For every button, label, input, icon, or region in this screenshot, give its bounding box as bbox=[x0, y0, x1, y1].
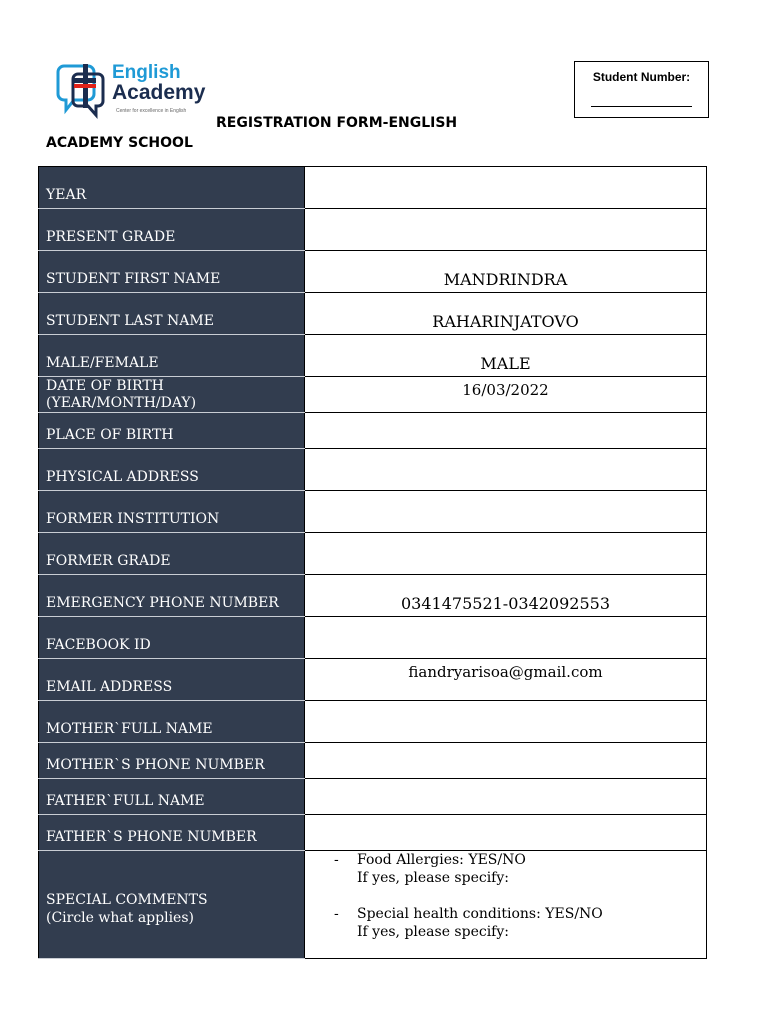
form-row-date-of-birth bbox=[39, 377, 707, 413]
logo-word-academy: Academy bbox=[112, 81, 206, 104]
student-number-label: Student Number: bbox=[592, 70, 691, 84]
special-comments-field[interactable] bbox=[305, 851, 707, 959]
row-label: FATHER`FULL NAME bbox=[39, 779, 305, 815]
health-conditions-item: - Special health conditions: YES/NO If yes, please specify: bbox=[334, 906, 603, 940]
row-label: MOTHER`S PHONE NUMBER bbox=[39, 743, 305, 779]
form-row-present-grade bbox=[39, 209, 707, 251]
form-row-emergency-phone bbox=[39, 575, 707, 617]
english-academy-logo bbox=[56, 60, 216, 122]
row-label: EMERGENCY PHONE NUMBER bbox=[39, 575, 305, 617]
facebook-id-field[interactable] bbox=[305, 617, 707, 659]
student-number-line[interactable] bbox=[591, 106, 692, 107]
row-label: DATE OF BIRTH (YEAR/MONTH/DAY) bbox=[39, 377, 305, 413]
form-row-email bbox=[39, 659, 707, 701]
row-label: STUDENT FIRST NAME bbox=[39, 251, 305, 293]
father-name-field[interactable] bbox=[305, 779, 707, 815]
row-label: PLACE OF BIRTH bbox=[39, 413, 305, 449]
email-field[interactable]: fiandryarisoa@gmail.com bbox=[305, 659, 707, 701]
registration-form-table bbox=[38, 166, 707, 959]
present-grade-field[interactable] bbox=[305, 209, 707, 251]
form-row-last-name bbox=[39, 293, 707, 335]
form-title-line1: REGISTRATION FORM-ENGLISH bbox=[216, 115, 458, 131]
form-row-special-comments bbox=[39, 851, 707, 959]
form-title-line2: ACADEMY SCHOOL bbox=[46, 135, 193, 151]
form-row-father-name bbox=[39, 779, 707, 815]
last-name-field[interactable]: RAHARINJATOVO bbox=[305, 293, 707, 335]
former-institution-field[interactable] bbox=[305, 491, 707, 533]
mother-phone-field[interactable] bbox=[305, 743, 707, 779]
row-label: PRESENT GRADE bbox=[39, 209, 305, 251]
gender-field[interactable]: MALE bbox=[305, 335, 707, 377]
form-row-facebook-id bbox=[39, 617, 707, 659]
food-allergies-item: - Food Allergies: YES/NO If yes, please specify: bbox=[334, 852, 526, 886]
row-label: FORMER INSTITUTION bbox=[39, 491, 305, 533]
date-of-birth-field[interactable]: 16/03/2022 bbox=[305, 377, 707, 413]
first-name-field[interactable]: MANDRINDRA bbox=[305, 251, 707, 293]
form-row-mother-name bbox=[39, 701, 707, 743]
row-label: MOTHER`FULL NAME bbox=[39, 701, 305, 743]
row-label: SPECIAL COMMENTS (Circle what applies) bbox=[39, 851, 305, 959]
form-row-first-name bbox=[39, 251, 707, 293]
student-number-box bbox=[574, 61, 709, 118]
form-row-gender bbox=[39, 335, 707, 377]
row-label: FATHER`S PHONE NUMBER bbox=[39, 815, 305, 851]
form-row-physical-address bbox=[39, 449, 707, 491]
former-grade-field[interactable] bbox=[305, 533, 707, 575]
mother-name-field[interactable] bbox=[305, 701, 707, 743]
speech-bubble-cross-icon bbox=[56, 60, 106, 120]
father-phone-field[interactable] bbox=[305, 815, 707, 851]
logo-word-english: English bbox=[112, 62, 181, 83]
form-row-place-of-birth bbox=[39, 413, 707, 449]
row-label: YEAR bbox=[39, 167, 305, 209]
physical-address-field[interactable] bbox=[305, 449, 707, 491]
row-label: FORMER GRADE bbox=[39, 533, 305, 575]
form-row-father-phone bbox=[39, 815, 707, 851]
row-label: MALE/FEMALE bbox=[39, 335, 305, 377]
form-row-mother-phone bbox=[39, 743, 707, 779]
row-label: FACEBOOK ID bbox=[39, 617, 305, 659]
row-label: EMAIL ADDRESS bbox=[39, 659, 305, 701]
row-label: PHYSICAL ADDRESS bbox=[39, 449, 305, 491]
emergency-phone-field[interactable]: 0341475521-0342092553 bbox=[305, 575, 707, 617]
form-row-year bbox=[39, 167, 707, 209]
place-of-birth-field[interactable] bbox=[305, 413, 707, 449]
logo-tagline: Center for excellence in English bbox=[116, 108, 187, 114]
form-row-former-institution bbox=[39, 491, 707, 533]
year-field[interactable] bbox=[305, 167, 707, 209]
form-row-former-grade bbox=[39, 533, 707, 575]
row-label: STUDENT LAST NAME bbox=[39, 293, 305, 335]
